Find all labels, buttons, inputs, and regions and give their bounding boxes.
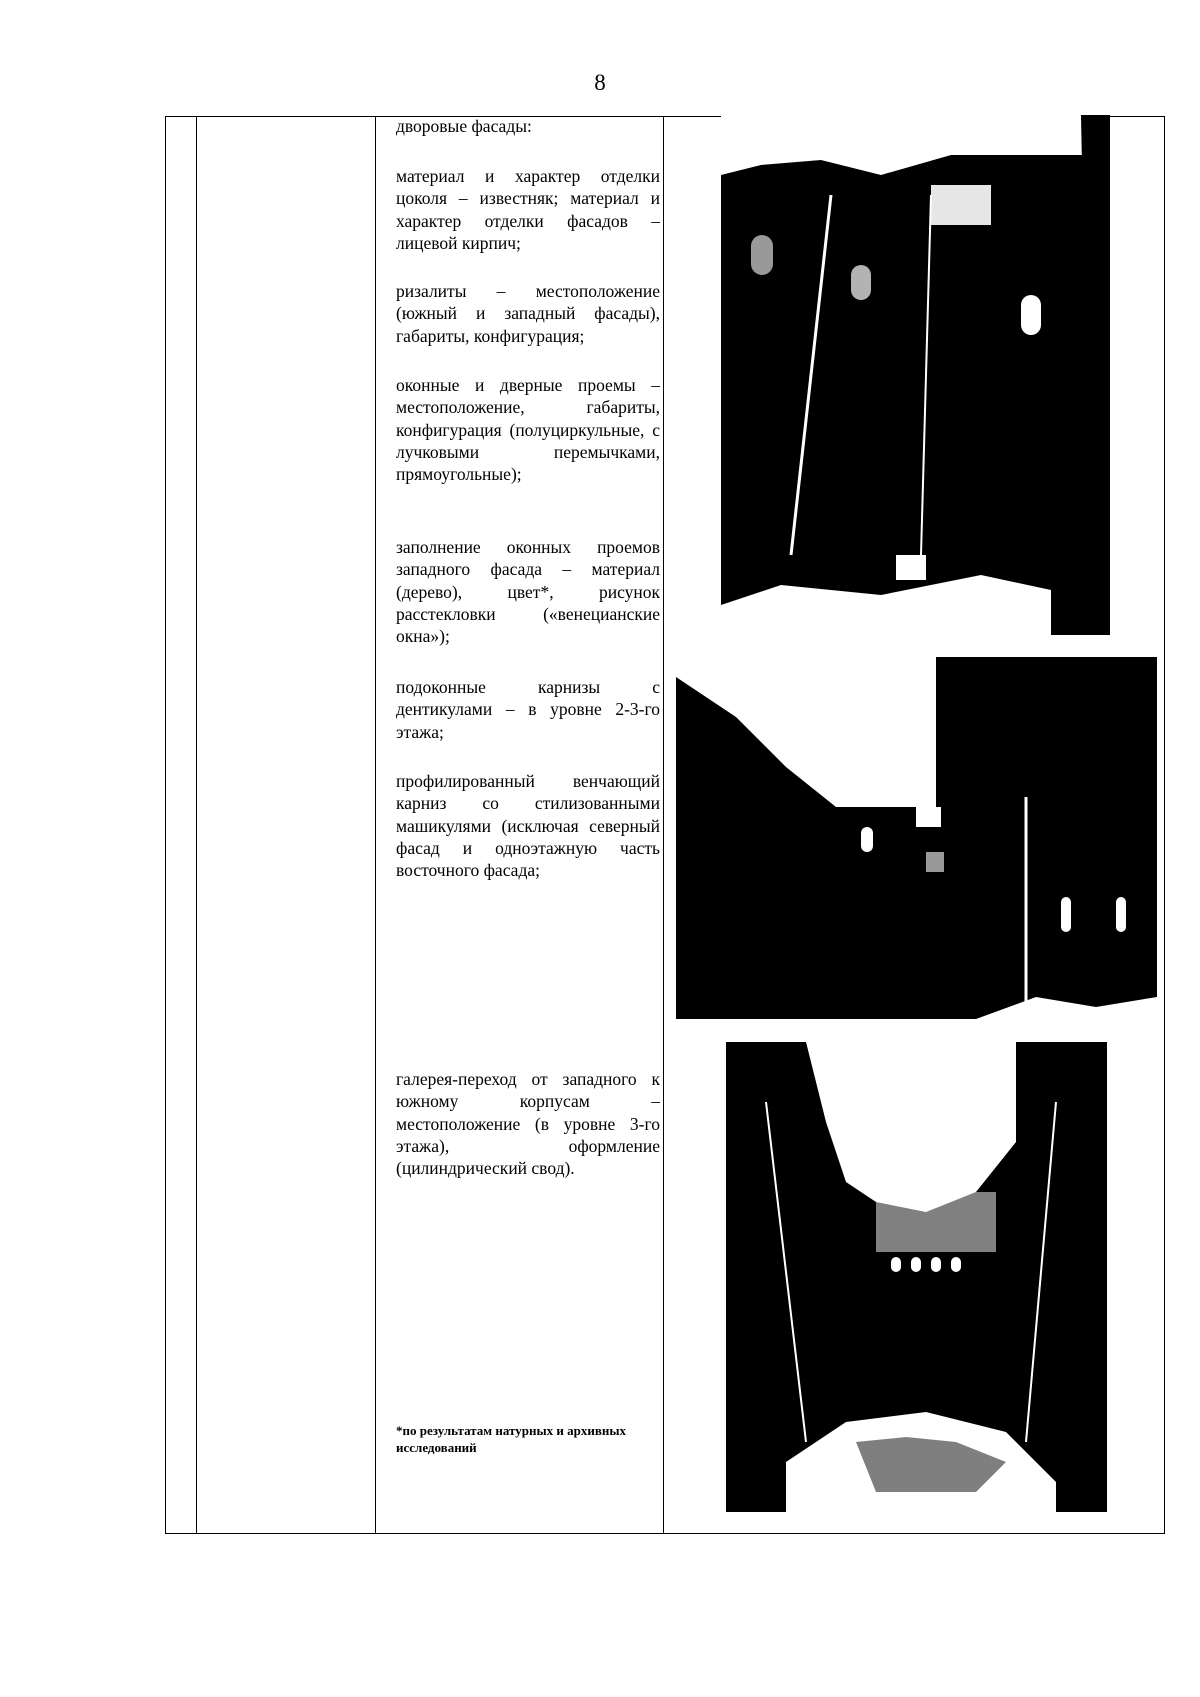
page-number: 8 (594, 70, 606, 95)
courtyard-facade-photo-1 (721, 115, 1110, 635)
courtyard-facade-photo-2 (676, 657, 1157, 1019)
courtyard-gallery-photo-3 (726, 1042, 1107, 1512)
paragraph-risalits: ризалиты – местоположение (южный и западный фасады), габариты, конфигурация; (396, 281, 660, 346)
document-table (165, 116, 1165, 1534)
paragraph-sill-cornices: подоконные карнизы с дентикулами – в уровне 2-3-го этажа; (396, 677, 660, 742)
table-column-divider-3 (663, 117, 664, 1533)
paragraph-gallery-passage: галерея-переход от западного к южному корпусам – местоположение (в уровне 3-го этажа), оформление (цилиндрический свод). (396, 1069, 660, 1179)
paragraph-crowning-cornice: профилированный венчающий карниз со стилизованными машикулями (исключая северный фасад и одноэтажную часть восточного фасада; (396, 771, 660, 881)
paragraph-openings: оконные и дверные проемы – местоположение, габариты, конфигурация (полуциркульные, с лучковыми перемычками, прямоугольные); (396, 375, 660, 485)
footnote: *по результатам натурных и архивных исследований (396, 1423, 627, 1455)
paragraph-window-filling: заполнение оконных проемов западного фасада – материал (дерево), цвет*, рисунок расстекловки («венецианские окна»); (396, 537, 660, 647)
paragraph-finishing-material: материал и характер отделки цоколя – известняк; материал и характер отделки фасадов – лицевой кирпич; (396, 166, 660, 253)
paragraph-courtyard-facades: дворовые фасады: (396, 116, 532, 136)
table-column-divider-1 (196, 117, 197, 1533)
table-column-divider-2 (375, 117, 376, 1533)
